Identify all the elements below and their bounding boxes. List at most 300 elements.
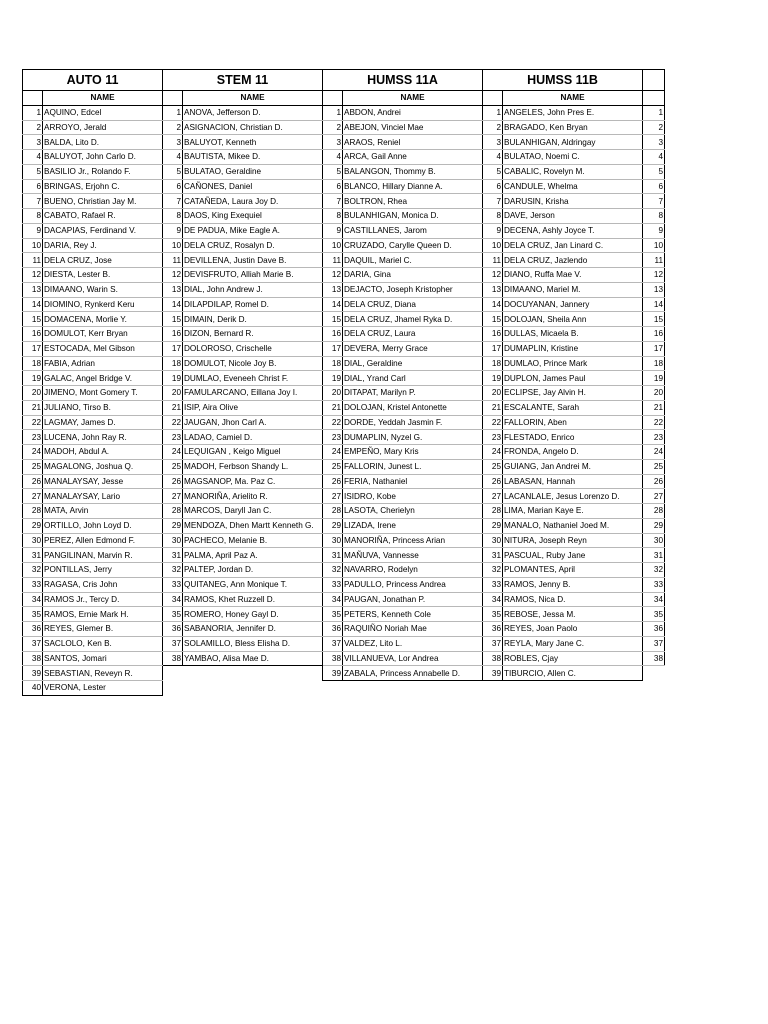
student-name: DIESTA, Lester B. [43, 268, 163, 283]
student-name: ISIP, Aira Olive [183, 400, 323, 415]
row-number: 34 [23, 592, 43, 607]
student-name: CASTILLANES, Jarom [343, 223, 483, 238]
student-name: DUMLAO, Eveneeh Christ F. [183, 371, 323, 386]
student-name: DULLAS, Micaela B. [503, 327, 643, 342]
student-name: MENDOZA, Dhen Martt Kenneth G. [183, 518, 323, 533]
student-name: JAUGAN, Jhon Carl A. [183, 415, 323, 430]
student-name: DOMULOT, Nicole Joy B. [183, 356, 323, 371]
row-number: 17 [323, 341, 343, 356]
row-number: 13 [483, 282, 503, 297]
table-row [23, 607, 665, 622]
student-name: MANORIÑA, Princess Arian [343, 533, 483, 548]
row-number: 23 [323, 430, 343, 445]
row-number: 24 [163, 445, 183, 460]
student-name: BULANHIGAN, Aldringay [503, 135, 643, 150]
row-number: 21 [23, 400, 43, 415]
row-number: 20 [323, 386, 343, 401]
row-number: 1 [323, 105, 343, 120]
row-number: 20 [23, 386, 43, 401]
row-number: 9 [23, 223, 43, 238]
row-number: 11 [163, 253, 183, 268]
table-row [23, 105, 665, 120]
row-number: 19 [483, 371, 503, 386]
student-name: LASOTA, Cherielyn [343, 504, 483, 519]
student-name: ARAOS, Reniel [343, 135, 483, 150]
student-name: DELA CRUZ, Jan Linard C. [503, 238, 643, 253]
row-number: 6 [323, 179, 343, 194]
next-section-number: 27 [643, 489, 665, 504]
table-row [23, 371, 665, 386]
row-number: 21 [323, 400, 343, 415]
row-number: 10 [483, 238, 503, 253]
next-section-number: 6 [643, 179, 665, 194]
student-name: TIBURCIO, Allen C. [503, 666, 643, 681]
student-name: FRONDA, Angelo D. [503, 445, 643, 460]
row-number: 10 [23, 238, 43, 253]
name-column-header: NAME [43, 91, 163, 106]
student-name: BULATAO, Noemi C. [503, 150, 643, 165]
no-header [23, 91, 43, 106]
table-row [23, 415, 665, 430]
empty-cell [183, 666, 323, 681]
student-name: NAVARRO, Rodelyn [343, 563, 483, 578]
row-number: 4 [163, 150, 183, 165]
student-name: LACANLALE, Jesus Lorenzo D. [503, 489, 643, 504]
next-section-number: 1 [643, 105, 665, 120]
row-number: 10 [323, 238, 343, 253]
student-name: MANALAYSAY, Jesse [43, 474, 163, 489]
student-name: DOCUYANAN, Jannery [503, 297, 643, 312]
row-number: 30 [163, 533, 183, 548]
student-name: DELA CRUZ, Jazlendo [503, 253, 643, 268]
student-name: MANORIÑA, Arielito R. [183, 489, 323, 504]
table-row [23, 577, 665, 592]
next-section-number: 11 [643, 253, 665, 268]
table-row [23, 135, 665, 150]
row-number: 13 [23, 282, 43, 297]
row-number: 37 [483, 636, 503, 651]
next-section-number [643, 666, 665, 681]
row-number: 39 [323, 666, 343, 681]
next-section-number: 35 [643, 607, 665, 622]
row-number: 35 [483, 607, 503, 622]
next-section-number: 12 [643, 268, 665, 283]
row-number: 4 [483, 150, 503, 165]
row-number: 28 [163, 504, 183, 519]
row-number: 22 [163, 415, 183, 430]
next-section-number: 36 [643, 622, 665, 637]
student-name: SANTOS, Jomari [43, 651, 163, 666]
table-row [23, 179, 665, 194]
next-section-number: 19 [643, 371, 665, 386]
row-number: 22 [483, 415, 503, 430]
student-name: DAQUIL, Mariel C. [343, 253, 483, 268]
student-name: DARUSIN, Krisha [503, 194, 643, 209]
row-number: 16 [163, 327, 183, 342]
name-column-header: NAME [183, 91, 323, 106]
row-number: 10 [163, 238, 183, 253]
row-number: 22 [323, 415, 343, 430]
student-name: CANDULE, Whelma [503, 179, 643, 194]
next-section-number: 29 [643, 518, 665, 533]
table-row [23, 223, 665, 238]
student-name: RAGASA, Cris John [43, 577, 163, 592]
student-name: PAUGAN, Jonathan P. [343, 592, 483, 607]
next-section-number: 13 [643, 282, 665, 297]
row-number: 36 [23, 622, 43, 637]
student-name: MANALAYSAY, Lario [43, 489, 163, 504]
row-number: 27 [483, 489, 503, 504]
row-number: 38 [163, 651, 183, 666]
next-section-stub [643, 91, 665, 106]
row-number: 29 [23, 518, 43, 533]
row-number: 18 [323, 356, 343, 371]
student-name: CAÑONES, Daniel [183, 179, 323, 194]
row-number: 1 [23, 105, 43, 120]
student-name: SOLAMILLO, Bless Elisha D. [183, 636, 323, 651]
student-name: PEREZ, Allen Edmond F. [43, 533, 163, 548]
row-number: 19 [323, 371, 343, 386]
student-name: DOMACENA, Morlie Y. [43, 312, 163, 327]
row-number: 9 [483, 223, 503, 238]
student-name: DIMAANO, Mariel M. [503, 282, 643, 297]
student-name: BRAGADO, Ken Bryan [503, 120, 643, 135]
student-name: DUMAPLIN, Kristine [503, 341, 643, 356]
student-name: PACHECO, Melanie B. [183, 533, 323, 548]
row-number: 1 [163, 105, 183, 120]
student-name: NITURA, Joseph Reyn [503, 533, 643, 548]
row-number: 2 [23, 120, 43, 135]
next-section-number: 15 [643, 312, 665, 327]
row-number: 2 [163, 120, 183, 135]
row-number: 9 [323, 223, 343, 238]
student-name: DUMLAO, Prince Mark [503, 356, 643, 371]
row-number: 16 [483, 327, 503, 342]
row-number: 39 [23, 666, 43, 681]
student-name: EMPEÑO, Mary Kris [343, 445, 483, 460]
student-name: ECLIPSE, Jay Alvin H. [503, 386, 643, 401]
row-number: 15 [23, 312, 43, 327]
row-number: 32 [323, 563, 343, 578]
row-number: 25 [23, 459, 43, 474]
row-number: 36 [163, 622, 183, 637]
row-number: 5 [163, 164, 183, 179]
section-title-2: STEM 11 [163, 70, 323, 91]
next-section-number: 8 [643, 209, 665, 224]
student-name: DUPLON, James Paul [503, 371, 643, 386]
row-number: 8 [163, 209, 183, 224]
student-name: DELA CRUZ, Jhamel Ryka D. [343, 312, 483, 327]
row-number: 25 [323, 459, 343, 474]
table-row [23, 636, 665, 651]
table-row [23, 622, 665, 637]
student-name: PALMA, April Paz A. [183, 548, 323, 563]
student-name: PASCUAL, Ruby Jane [503, 548, 643, 563]
row-number: 24 [23, 445, 43, 460]
next-section-number: 9 [643, 223, 665, 238]
student-name: ABEJON, Vinciel Mae [343, 120, 483, 135]
student-name: GUIANG, Jan Andrei M. [503, 459, 643, 474]
row-number: 7 [323, 194, 343, 209]
table-row [23, 282, 665, 297]
table-row [23, 592, 665, 607]
student-name: ANOVA, Jefferson D. [183, 105, 323, 120]
row-number: 17 [163, 341, 183, 356]
student-name: DARIA, Gina [343, 268, 483, 283]
row-number: 7 [23, 194, 43, 209]
row-number: 31 [163, 548, 183, 563]
empty-cell [323, 681, 343, 696]
student-name: FABIA, Adrian [43, 356, 163, 371]
student-name: JIMENO, Mont Gomery T. [43, 386, 163, 401]
row-number: 5 [23, 164, 43, 179]
student-name: VILLANUEVA, Lor Andrea [343, 651, 483, 666]
section-title-4: HUMSS 11B [483, 70, 643, 91]
row-number: 8 [483, 209, 503, 224]
student-name: DARIA, Rey J. [43, 238, 163, 253]
student-name: FERIA, Nathaniel [343, 474, 483, 489]
table-row [23, 253, 665, 268]
table-row [23, 238, 665, 253]
row-number: 11 [323, 253, 343, 268]
next-section-number: 17 [643, 341, 665, 356]
student-name: DIAL, Geraldine [343, 356, 483, 371]
student-name: JULIANO, Tirso B. [43, 400, 163, 415]
student-name: PANGILINAN, Marvin R. [43, 548, 163, 563]
student-name: PADULLO, Princess Andrea [343, 577, 483, 592]
student-name: BALUYOT, John Carlo D. [43, 150, 163, 165]
student-name: DIMAIN, Derik D. [183, 312, 323, 327]
student-name: AQUINO, Edcel [43, 105, 163, 120]
table-row [23, 297, 665, 312]
next-section-stub [643, 70, 665, 91]
next-section-number: 34 [643, 592, 665, 607]
student-name: DACAPIAS, Ferdinand V. [43, 223, 163, 238]
row-number: 19 [23, 371, 43, 386]
student-name: REYES, Joan Paolo [503, 622, 643, 637]
row-number: 18 [163, 356, 183, 371]
student-name: ARCA, Gail Anne [343, 150, 483, 165]
student-name: REYLA, Mary Jane C. [503, 636, 643, 651]
row-number: 33 [23, 577, 43, 592]
row-number: 26 [163, 474, 183, 489]
table-row [23, 312, 665, 327]
student-name: DIAL, Yrand Carl [343, 371, 483, 386]
row-number: 23 [483, 430, 503, 445]
row-number: 11 [483, 253, 503, 268]
table-row [23, 666, 665, 681]
student-name: ORTILLO, John Loyd D. [43, 518, 163, 533]
row-number: 1 [483, 105, 503, 120]
empty-cell [483, 681, 503, 696]
row-number: 20 [163, 386, 183, 401]
student-name: MANALO, Nathaniel Joed M. [503, 518, 643, 533]
row-number: 38 [483, 651, 503, 666]
student-name: BAUTISTA, Mikee D. [183, 150, 323, 165]
student-name: BULANHIGAN, Monica D. [343, 209, 483, 224]
row-number: 11 [23, 253, 43, 268]
row-number: 3 [163, 135, 183, 150]
row-number: 5 [483, 164, 503, 179]
next-section-number: 21 [643, 400, 665, 415]
table-row [23, 459, 665, 474]
row-number: 31 [483, 548, 503, 563]
row-number: 29 [483, 518, 503, 533]
row-number: 24 [323, 445, 343, 460]
student-name: RAMOS Jr., Tercy D. [43, 592, 163, 607]
student-name: BRINGAS, Erjohn C. [43, 179, 163, 194]
row-number: 22 [23, 415, 43, 430]
table-row [23, 268, 665, 283]
row-number: 4 [23, 150, 43, 165]
row-number: 12 [323, 268, 343, 283]
table-row [23, 445, 665, 460]
next-section-number: 38 [643, 651, 665, 666]
next-section-number: 5 [643, 164, 665, 179]
student-name: DIAL, John Andrew J. [183, 282, 323, 297]
table-row [23, 209, 665, 224]
next-section-number: 23 [643, 430, 665, 445]
student-name: LIZADA, Irene [343, 518, 483, 533]
table-row [23, 386, 665, 401]
student-name: DEVILLENA, Justin Dave B. [183, 253, 323, 268]
student-name: MAGSANOP, Ma. Paz C. [183, 474, 323, 489]
student-name: ARROYO, Jerald [43, 120, 163, 135]
student-name: SABANORIA, Jennifer D. [183, 622, 323, 637]
student-name: BUENO, Christian Jay M. [43, 194, 163, 209]
row-number: 2 [483, 120, 503, 135]
row-number: 15 [483, 312, 503, 327]
student-name: PLOMANTES, April [503, 563, 643, 578]
student-name: ZABALA, Princess Annabelle D. [343, 666, 483, 681]
next-section-number: 24 [643, 445, 665, 460]
row-number: 23 [163, 430, 183, 445]
student-name: ESTOCADA, Mel Gibson [43, 341, 163, 356]
empty-cell [183, 681, 323, 696]
next-section-number: 3 [643, 135, 665, 150]
row-number: 30 [323, 533, 343, 548]
row-number: 7 [483, 194, 503, 209]
row-number: 26 [323, 474, 343, 489]
student-name: DOLOROSO, Crischelle [183, 341, 323, 356]
student-name: LEQUIGAN , Keigo Miguel [183, 445, 323, 460]
row-number: 3 [23, 135, 43, 150]
table-row [23, 194, 665, 209]
row-number: 29 [163, 518, 183, 533]
student-name: DITAPAT, Marilyn P. [343, 386, 483, 401]
row-number: 30 [23, 533, 43, 548]
row-number: 36 [483, 622, 503, 637]
row-number: 3 [323, 135, 343, 150]
next-section-number: 33 [643, 577, 665, 592]
student-name: BALANGON, Thommy B. [343, 164, 483, 179]
row-number: 16 [23, 327, 43, 342]
no-header [163, 91, 183, 106]
student-name: YAMBAO, Alisa Mae D. [183, 651, 323, 666]
name-column-header: NAME [343, 91, 483, 106]
row-number: 15 [163, 312, 183, 327]
name-column-header: NAME [503, 91, 643, 106]
student-name: DECENA, Ashly Joyce T. [503, 223, 643, 238]
student-name: FAMULARCANO, Eillana Joy I. [183, 386, 323, 401]
row-number: 8 [23, 209, 43, 224]
student-name: ASIGNACION, Christian D. [183, 120, 323, 135]
row-number: 25 [483, 459, 503, 474]
row-number: 33 [323, 577, 343, 592]
row-number: 6 [23, 179, 43, 194]
student-name: DAVE, Jerson [503, 209, 643, 224]
student-name: RAQUIÑO Noriah Mae [343, 622, 483, 637]
row-number: 12 [483, 268, 503, 283]
student-name: DILAPDILAP, Romel D. [183, 297, 323, 312]
row-number: 20 [483, 386, 503, 401]
table-row [23, 563, 665, 578]
student-name: DELA CRUZ, Jose [43, 253, 163, 268]
student-name: DIOMINO, Rynkerd Keru [43, 297, 163, 312]
row-number: 37 [163, 636, 183, 651]
row-number: 26 [483, 474, 503, 489]
row-number: 37 [23, 636, 43, 651]
student-name: DEVERA, Merry Grace [343, 341, 483, 356]
student-name: LADAO, Camiel D. [183, 430, 323, 445]
section-title-3: HUMSS 11A [323, 70, 483, 91]
next-section-number: 18 [643, 356, 665, 371]
student-name: MATA, Arvin [43, 504, 163, 519]
row-number: 32 [23, 563, 43, 578]
row-number: 33 [483, 577, 503, 592]
no-header [323, 91, 343, 106]
next-section-number: 31 [643, 548, 665, 563]
student-name: CATAÑEDA, Laura Joy D. [183, 194, 323, 209]
table-row [23, 548, 665, 563]
row-number: 7 [163, 194, 183, 209]
student-name: DIANO, Ruffa Mae V. [503, 268, 643, 283]
student-name: VALDEZ, Lito L. [343, 636, 483, 651]
table-row [23, 327, 665, 342]
student-name: DOLOJAN, Sheila Ann [503, 312, 643, 327]
row-number: 25 [163, 459, 183, 474]
next-section-number: 37 [643, 636, 665, 651]
student-name: LABASAN, Hannah [503, 474, 643, 489]
row-number: 3 [483, 135, 503, 150]
next-section-number [643, 681, 665, 696]
row-number: 28 [323, 504, 343, 519]
row-number: 32 [483, 563, 503, 578]
student-name: QUITANEG, Ann Monique T. [183, 577, 323, 592]
row-number: 18 [23, 356, 43, 371]
student-name: FLESTADO, Enrico [503, 430, 643, 445]
row-number: 38 [23, 651, 43, 666]
row-number: 33 [163, 577, 183, 592]
row-number: 21 [483, 400, 503, 415]
empty-cell [163, 681, 183, 696]
student-name: DELA CRUZ, Rosalyn D. [183, 238, 323, 253]
student-name: PONTILLAS, Jerry [43, 563, 163, 578]
row-number: 6 [163, 179, 183, 194]
next-section-number: 22 [643, 415, 665, 430]
next-section-number: 30 [643, 533, 665, 548]
student-name: REYES, Glemer B. [43, 622, 163, 637]
student-name: BOLTRON, Rhea [343, 194, 483, 209]
table-row [23, 681, 665, 696]
next-section-number: 26 [643, 474, 665, 489]
student-name: BALDA, Lito D. [43, 135, 163, 150]
student-name: RAMOS, Ernie Mark H. [43, 607, 163, 622]
student-name: ROMERO, Honey Gayl D. [183, 607, 323, 622]
table-row [23, 164, 665, 179]
student-name: DE PADUA, Mike Eagle A. [183, 223, 323, 238]
student-name: BALUYOT, Kenneth [183, 135, 323, 150]
